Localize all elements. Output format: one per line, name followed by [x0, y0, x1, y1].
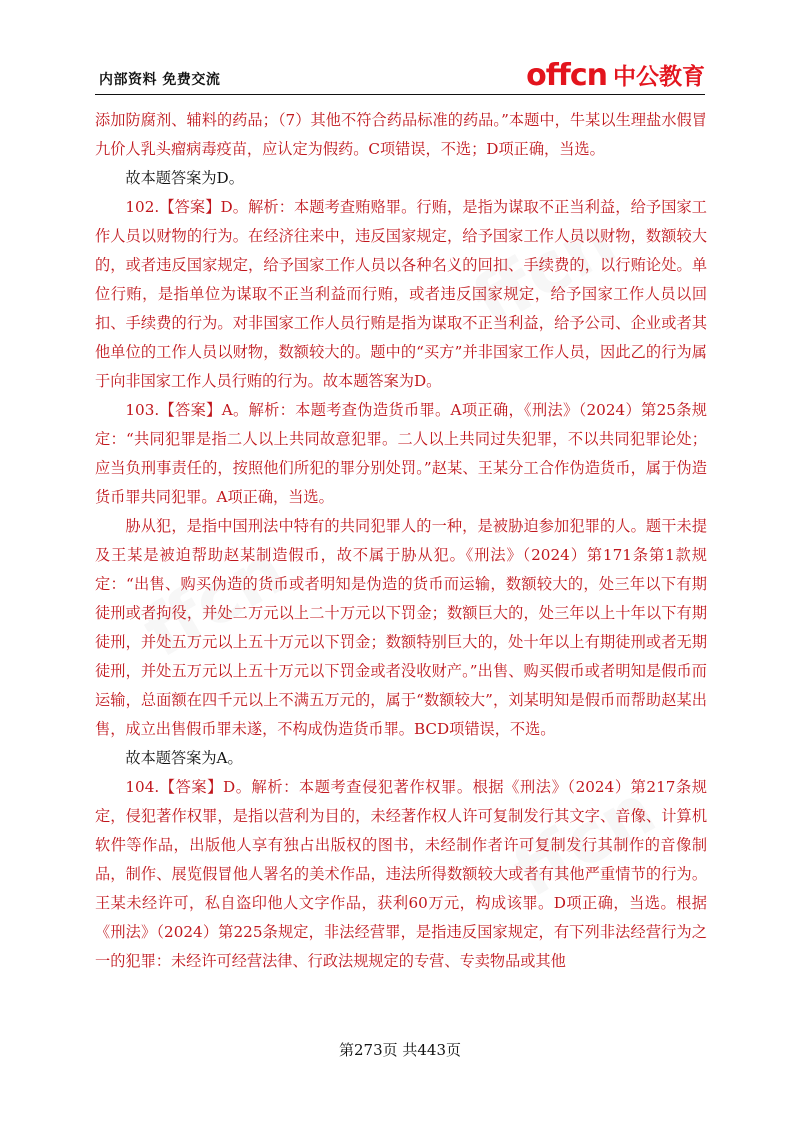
- document-body: [95, 106, 707, 976]
- page-header: [95, 58, 705, 95]
- paragraph: 胁从犯，是指中国刑法中特有的共同犯罪人的一种，是被胁迫参加犯罪的人。题干未提及王某是被迫帮助赵某制造假币，故不属于胁从犯。《刑法》（2024）第171条第1款规定：“出售、购买伪造的货币或者明知是伪造的货币而运输，数额较大的，处三年以下有期徒刑或者拘役，并处二万元以上二十万元以下罚金；数额巨大的，处三年以上十年以下有期徒刑，并处五万元以上五十万元以下罚金；数额特别巨大的，处十年以上有期徒刑或者无期徒刑，并处五万元以上五十万元以下罚金或者没收财产。”出售、购买假币或者明知是假币而运输，总面额在四千元以上不满五万元的，属于“数额较大”，刘某明知是假币而帮助赵某出售，成立出售假币罪未遂，不构成伪造货币罪。BCD项错误，不选。: [95, 517, 707, 738]
- paragraph: 102.【答案】D。解析：本题考查贿赂罪。行贿，是指为谋取不正当利益，给予国家工作人员以财物的行为。在经济往来中，违反国家规定，给予国家工作人员以财物，数额较大的，或者违反国家规定，给予国家工作人员以各种名义的回扣、手续费的，以行贿论处。单位行贿，是指单位为谋取不正当利益而行贿，或者违反国家规定，给予国家工作人员以回扣、手续费的行为。对非国家工作人员行贿是指为谋取不正当利益，给予公司、企业或者其他单位的工作人员以财物，数额较大的。题中的“买方”并非国家工作人员，因此乙的行为属于向非国家工作人员行贿的行为。故本题答案为D。: [95, 198, 707, 390]
- offcn-logo: [526, 59, 705, 91]
- paragraph: 104.【答案】D。解析：本题考查侵犯著作权罪。根据《刑法》（2024）第217条规定，侵犯著作权罪，是指以营利为目的，未经著作权人许可复制发行其文字、音像、计算机软件等作品，出版他人享有独占出版权的图书，未经制作者许可复制发行其制作的音像制品，制作、展览假冒他人署名的美术作品，违法所得数额较大或者有其他严重情节的行为。王某未经许可，私自盗印他人文字作品，获利60万元，构成该罪。D项正确，当选。根据《刑法》（2024）第225条规定，非法经营罪，是指违反国家规定，有下列非法经营行为之一的犯罪：未经许可经营法律、行政法规规定的专营、专卖物品或其他: [95, 778, 707, 970]
- header-label: 内部资料 免费交流: [99, 72, 221, 88]
- paragraph: 故本题答案为A。: [125, 749, 243, 767]
- paragraph: 103.【答案】A。解析：本题考查伪造货币罪。A项正确，《刑法》（2024）第25条规定：“共同犯罪是指二人以上共同故意犯罪。二人以上共同过失犯罪，不以共同犯罪论处；应当负刑事责任的，按照他们所犯的罪分别处罚。”赵某、王某分工合作伪造货币，属于伪造货币罪共同犯罪。A项正确，当选。: [95, 401, 707, 506]
- paragraph: 添加防腐剂、辅料的药品；（7）其他不符合药品标准的药品。”本题中，牛某以生理盐水假冒九价人乳头瘤病毒疫苗，应认定为假药。C项错误，不选；D项正确，当选。: [95, 111, 707, 158]
- watermark: ffcn: [459, 198, 629, 344]
- watermark: ffcn: [129, 528, 299, 674]
- logo-chinese: 中公教育: [613, 64, 705, 90]
- logo-latin: offcn: [526, 58, 607, 93]
- watermark: ffcn: [499, 768, 669, 914]
- paragraph: 故本题答案为D。: [125, 169, 244, 187]
- page-number: 第273页 共443页: [338, 1041, 462, 1059]
